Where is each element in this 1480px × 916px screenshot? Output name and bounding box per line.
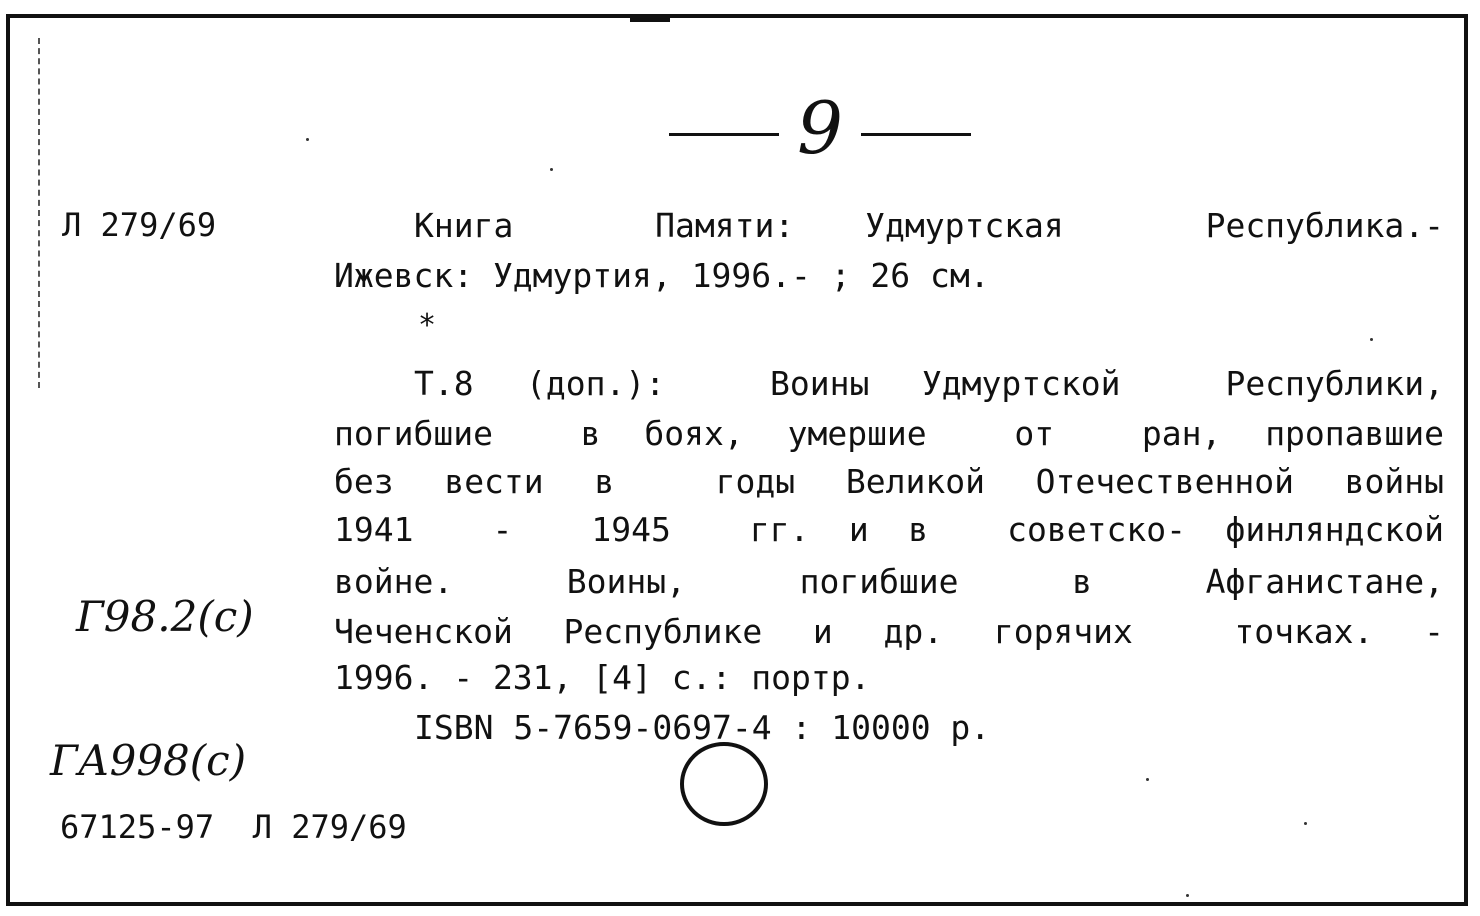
volume-line-5: войне. Воины, погибшие в Афганистане, bbox=[334, 562, 1444, 601]
volume-line-3: без вести в годы Великой Отечественной войны bbox=[334, 462, 1444, 501]
volume-line-2: погибшие в боях, умершие от ран, пропавшие bbox=[334, 414, 1444, 453]
volume-line-6: Чеченской Республике и др. горячих точках. - bbox=[334, 612, 1444, 651]
speck bbox=[1304, 822, 1307, 825]
speck bbox=[306, 138, 309, 141]
speck bbox=[1186, 894, 1189, 897]
pagination-line: 1996. - 231, [4] с.: портр. bbox=[334, 658, 871, 697]
left-margin-dash bbox=[38, 38, 40, 388]
catalog-card bbox=[6, 14, 1468, 906]
handwritten-class-2: ГА998(с) bbox=[50, 736, 247, 785]
speck bbox=[1146, 778, 1149, 781]
speck bbox=[550, 168, 553, 171]
stamp-circle bbox=[674, 736, 774, 836]
card-notch bbox=[630, 12, 670, 22]
volume-line-4: 1941 - 1945 гг. и в советско- финляндской bbox=[334, 510, 1444, 549]
star-mark: * bbox=[418, 308, 437, 343]
rule-right bbox=[861, 133, 971, 136]
rule-left bbox=[669, 133, 779, 136]
shelf-mark: Л 279/69 bbox=[62, 206, 217, 244]
speck bbox=[1370, 338, 1373, 341]
imprint-line: Ижевск: Удмуртия, 1996.- ; 26 см. bbox=[334, 256, 990, 295]
accession-number: 67125-97 Л 279/69 bbox=[60, 808, 407, 846]
title-line: Книга Памяти: Удмуртская Республика.- bbox=[414, 206, 1444, 245]
volume-line-1: Т.8 (доп.): Воины Удмуртской Республики, bbox=[414, 364, 1444, 403]
page-number bbox=[650, 88, 990, 168]
handwritten-class-1: Г98.2(с) bbox=[76, 592, 254, 641]
isbn-line: ISBN 5-7659-0697-4 : 10000 р. bbox=[414, 708, 991, 747]
page-number-text: 9 bbox=[797, 86, 843, 170]
